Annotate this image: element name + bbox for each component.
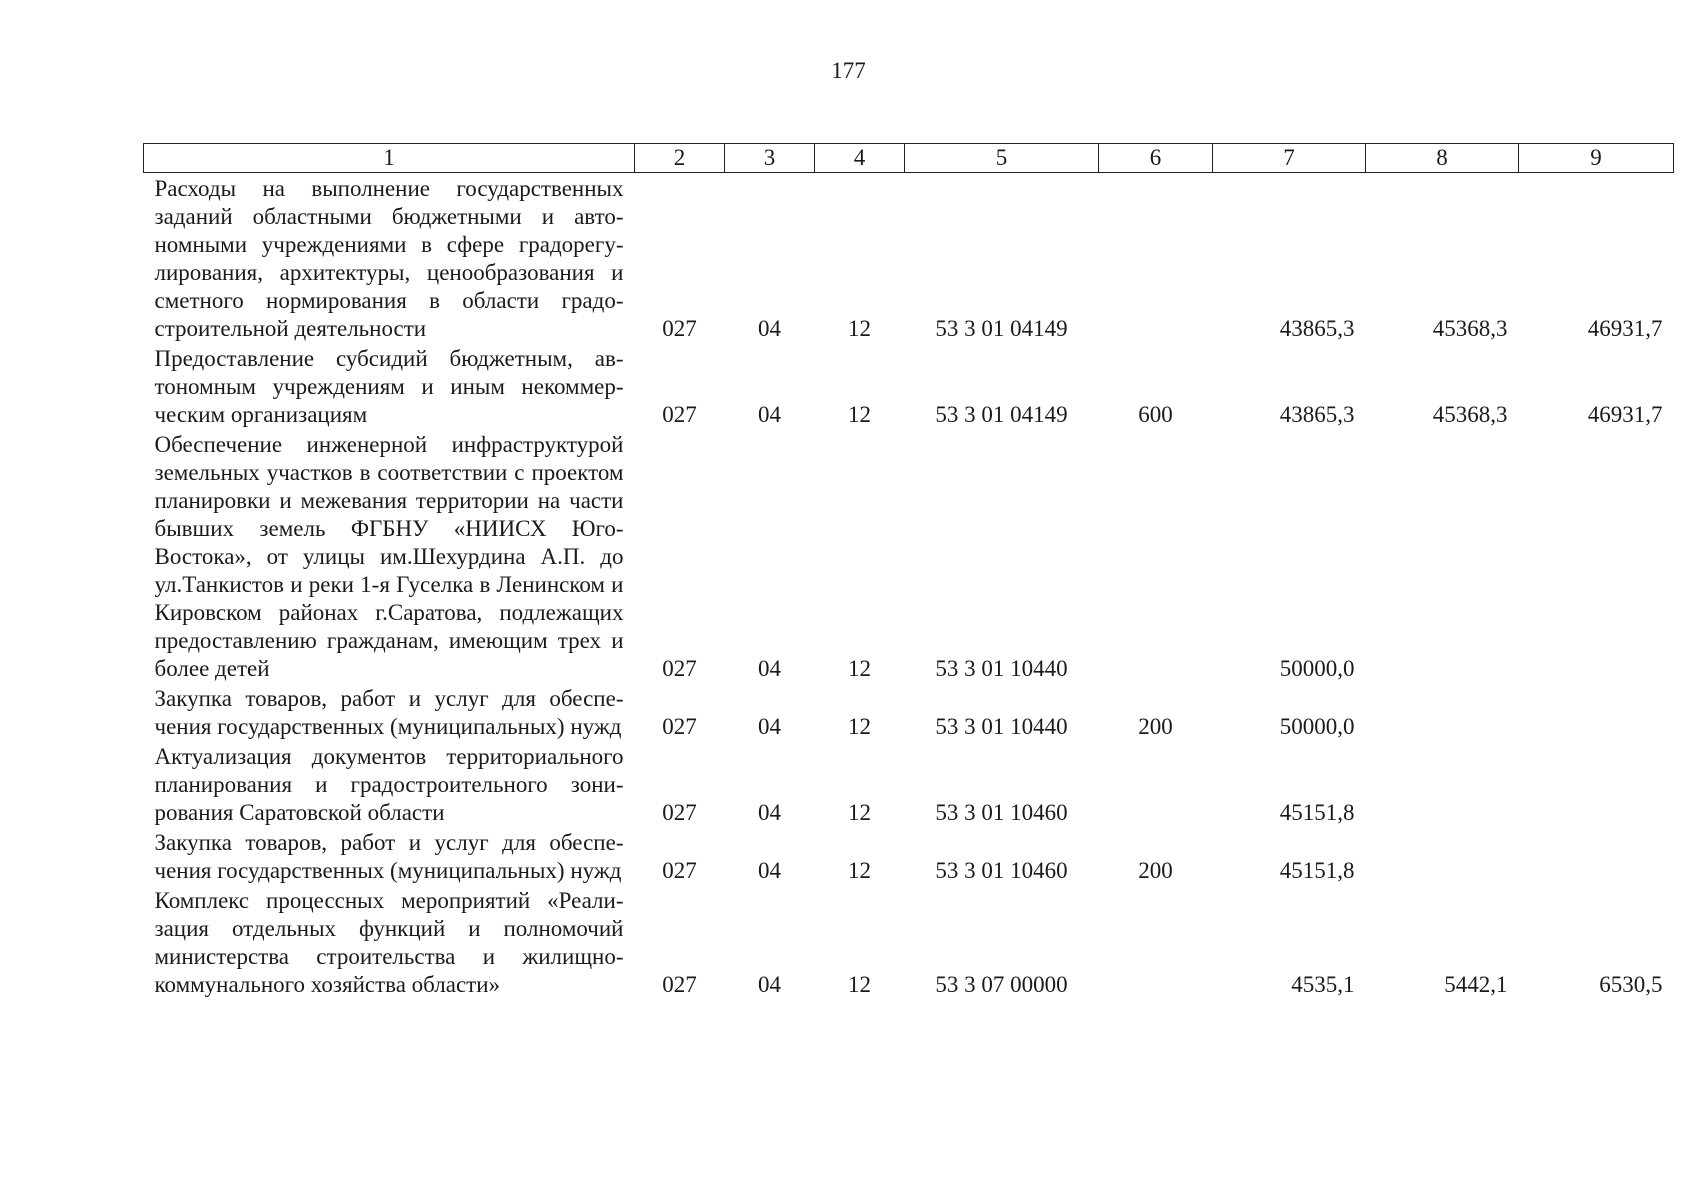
- page-number: 177: [831, 58, 866, 83]
- column-header: 6: [1099, 144, 1213, 173]
- target-article: 53 3 01 10440: [935, 656, 1068, 681]
- expense-name: Закупка товаров, работ и услуг для обеспечения государственных (муниципальных) нужд: [154, 830, 624, 883]
- expense-type: 600: [1138, 402, 1173, 427]
- section-code: 04: [758, 402, 781, 427]
- expense-type: [1099, 429, 1213, 683]
- expense-type: [1099, 885, 1213, 999]
- target-article: 53 3 07 00000: [935, 972, 1068, 997]
- column-header: 3: [725, 144, 815, 173]
- sum-year1: 45151,8: [1279, 800, 1355, 825]
- section-code: 04: [758, 972, 781, 997]
- target-article: 53 3 01 10460: [935, 800, 1068, 825]
- ministry-code: 027: [662, 972, 697, 997]
- sum-year1: 4535,1: [1291, 972, 1355, 997]
- target-article: 53 3 01 04149: [935, 402, 1068, 427]
- sum-year3: 46931,7: [1587, 402, 1663, 427]
- column-header: 4: [815, 144, 905, 173]
- section-code: 04: [758, 714, 781, 739]
- ministry-code: 027: [662, 316, 697, 341]
- expense-type: [1099, 741, 1213, 827]
- target-article: 53 3 01 04149: [935, 316, 1068, 341]
- sum-year1: 50000,0: [1279, 656, 1355, 681]
- budget-table: [143, 143, 1674, 999]
- column-header: 8: [1366, 144, 1519, 173]
- expense-type: 200: [1138, 858, 1173, 883]
- column-header: 2: [635, 144, 725, 173]
- column-header: 7: [1213, 144, 1366, 173]
- subsection-code: 12: [848, 656, 871, 681]
- ministry-code: 027: [662, 858, 697, 883]
- ministry-code: 027: [662, 402, 697, 427]
- sum-year3: [1519, 683, 1674, 741]
- table-row: [144, 429, 1674, 683]
- subsection-code: 12: [848, 972, 871, 997]
- sum-year1: 43865,3: [1279, 402, 1355, 427]
- section-code: 04: [758, 858, 781, 883]
- table-row: [144, 173, 1674, 344]
- sum-year2: [1366, 741, 1519, 827]
- section-code: 04: [758, 656, 781, 681]
- sum-year3: 46931,7: [1587, 316, 1663, 341]
- section-code: 04: [758, 316, 781, 341]
- sum-year2: [1366, 827, 1519, 885]
- table-row: [144, 343, 1674, 429]
- table-row: [144, 885, 1674, 999]
- sum-year3: [1519, 429, 1674, 683]
- expense-name: Предоставление субсидий бюджетным, автономным учреждениям и иным некоммерческим организациям: [154, 346, 624, 427]
- section-code: 04: [758, 800, 781, 825]
- target-article: 53 3 01 10440: [935, 714, 1068, 739]
- column-header: 1: [144, 144, 635, 173]
- table-row: [144, 827, 1674, 885]
- column-header: 9: [1519, 144, 1674, 173]
- sum-year1: 43865,3: [1279, 316, 1355, 341]
- column-header: 5: [905, 144, 1099, 173]
- subsection-code: 12: [848, 714, 871, 739]
- ministry-code: 027: [662, 714, 697, 739]
- column-number-row: [144, 144, 1674, 173]
- sum-year3: 6530,5: [1599, 972, 1663, 997]
- ministry-code: 027: [662, 656, 697, 681]
- subsection-code: 12: [848, 316, 871, 341]
- expense-name: Закупка товаров, работ и услуг для обеспечения государственных (муниципальных) нужд: [154, 686, 624, 739]
- target-article: 53 3 01 10460: [935, 858, 1068, 883]
- subsection-code: 12: [848, 402, 871, 427]
- sum-year2: 5442,1: [1444, 972, 1508, 997]
- expense-type: [1099, 173, 1213, 344]
- sum-year2: [1366, 429, 1519, 683]
- sum-year3: [1519, 741, 1674, 827]
- sum-year1: 45151,8: [1279, 858, 1355, 883]
- sum-year3: [1519, 827, 1674, 885]
- expense-name: Комплекс процессных мероприятий «Реализация отдельных функций и полномочий министерства строительства и жилищно-коммунального хозяйства области»: [154, 888, 624, 997]
- expense-name: Актуализация документов территориального планирования и градостроительного зонирования Саратовской области: [154, 744, 624, 825]
- table-row: [144, 683, 1674, 741]
- table-row: [144, 741, 1674, 827]
- sum-year2: 45368,3: [1432, 316, 1508, 341]
- sum-year2: 45368,3: [1432, 402, 1508, 427]
- subsection-code: 12: [848, 858, 871, 883]
- expense-name: Обеспечение инженерной инфраструктурой земельных участков в соответствии с проектом планировки и межевания территории на части бывших земель ФГБНУ «НИИСХ Юго-Востока», от улицы им.Шехурдина А.П. до ул.Танкистов и реки 1-я Гуселка в Ленинском и Кировском районах г.Саратова, подлежащих предоставлению гражданам, имеющим трех и более детей: [154, 432, 624, 681]
- expense-name: Расходы на выполнение государственных заданий областными бюджетными и автономными учреждениями в сфере градорегулирования, архитектуры, ценообразования и сметного нормирования в области градостроительной деятельности: [154, 176, 624, 341]
- ministry-code: 027: [662, 800, 697, 825]
- expense-type: 200: [1138, 714, 1173, 739]
- sum-year1: 50000,0: [1279, 714, 1355, 739]
- subsection-code: 12: [848, 800, 871, 825]
- sum-year2: [1366, 683, 1519, 741]
